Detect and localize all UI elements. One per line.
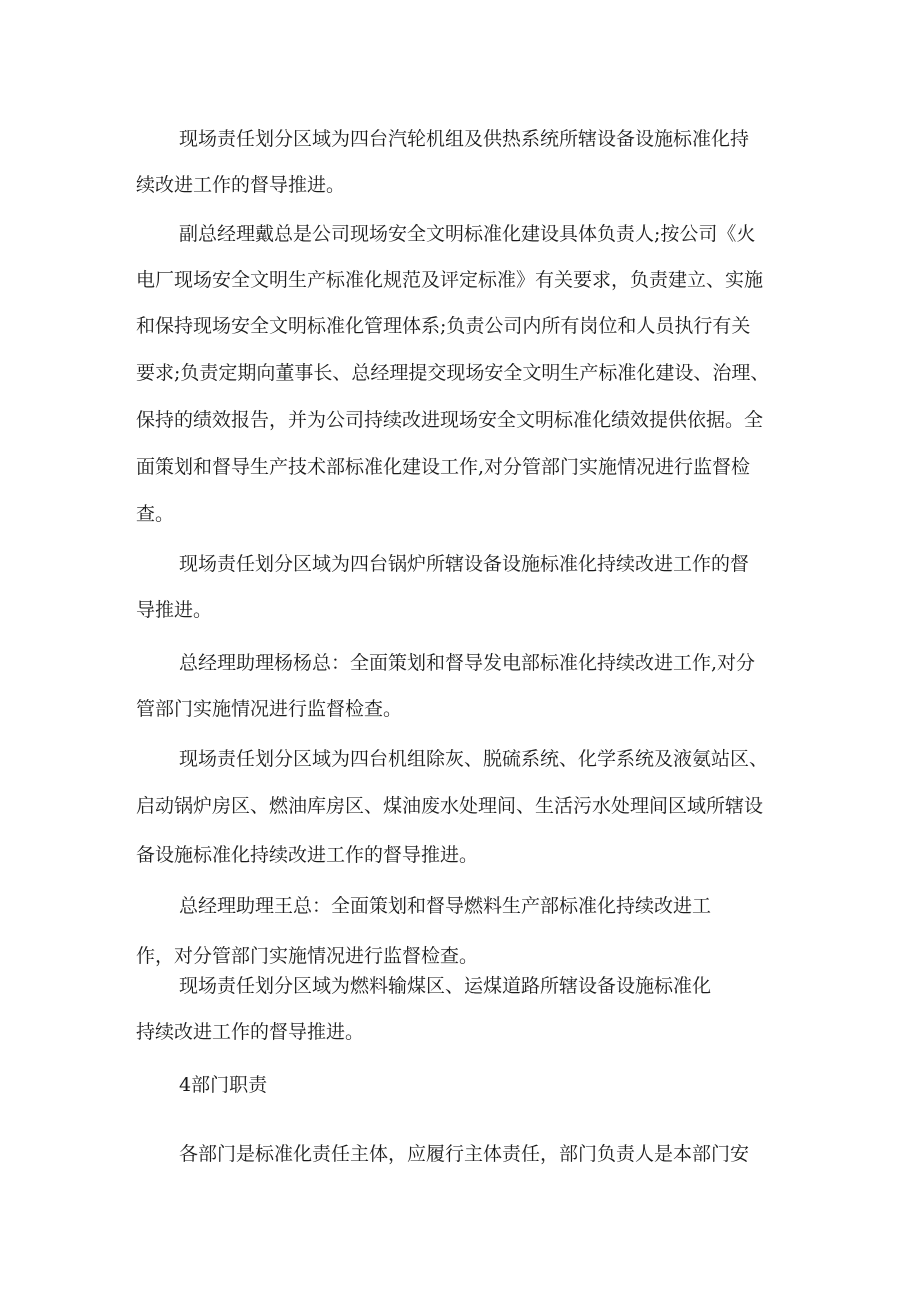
text-line: 备设施标准化持续改进工作的督导推进。 [136,844,479,866]
text-line: 现场责任划分区域为四台锅炉所辖设备设施标准化持续改进工作的督 [179,553,750,575]
text-line: 要求;负责定期向董事长、总经理提交现场安全文明生产标准化建设、治理、 [136,362,770,384]
text-line: 管部门实施情况进行监督检查。 [136,698,403,720]
text-line: 现场责任划分区域为四台机组除灰、脱硫系统、化学系统及液氨站区、 [179,748,769,770]
text-line: 现场责任划分区域为燃料输煤区、运煤道路所辖设备设施标准化 [179,975,712,997]
text-line: 和保持现场安全文明标准化管理体系;负责公司内所有岗位和人员执行有关 [136,315,751,337]
text-line: 总经理助理杨杨总：全面策划和督导发电部标准化持续改进工作,对分 [179,652,756,674]
text-line: 保持的绩效报告，并为公司持续改进现场安全文明标准化绩效提供依据。全 [136,409,764,431]
text-line: 副总经理戴总是公司现场安全文明标准化建设具体负责人;按公司《火 [179,223,756,245]
text-line: 现场责任划分区域为四台汽轮机组及供热系统所辖设备设施标准化持 [179,128,750,150]
text-line: 电厂现场安全文明生产标准化规范及评定标准》有关要求，负责建立、实施 [136,269,764,291]
text-line: 查。 [136,503,175,525]
text-line: 总经理助理王总：全面策划和督导燃料生产部标准化持续改进工 [179,895,712,917]
text-line: 导推进。 [136,599,213,621]
text-line: 各部门是标准化责任主体，应履行主体责任，部门负责人是本部门安 [179,1143,750,1165]
text-line: 启动锅炉房区、燃油库房区、煤油废水处理间、生活污水处理间区域所辖设 [136,795,764,817]
text-line: 面策划和督导生产技术部标准化建设工作,对分管部门实施情况进行监督检 [136,456,751,478]
section-heading: 4部门职责 [179,1074,268,1096]
text-line: 续改进工作的督导推进。 [136,174,346,196]
text-line: 持续改进工作的督导推进。 [136,1021,365,1043]
text-line: 作，对分管部门实施情况进行监督检查。 [136,945,479,967]
